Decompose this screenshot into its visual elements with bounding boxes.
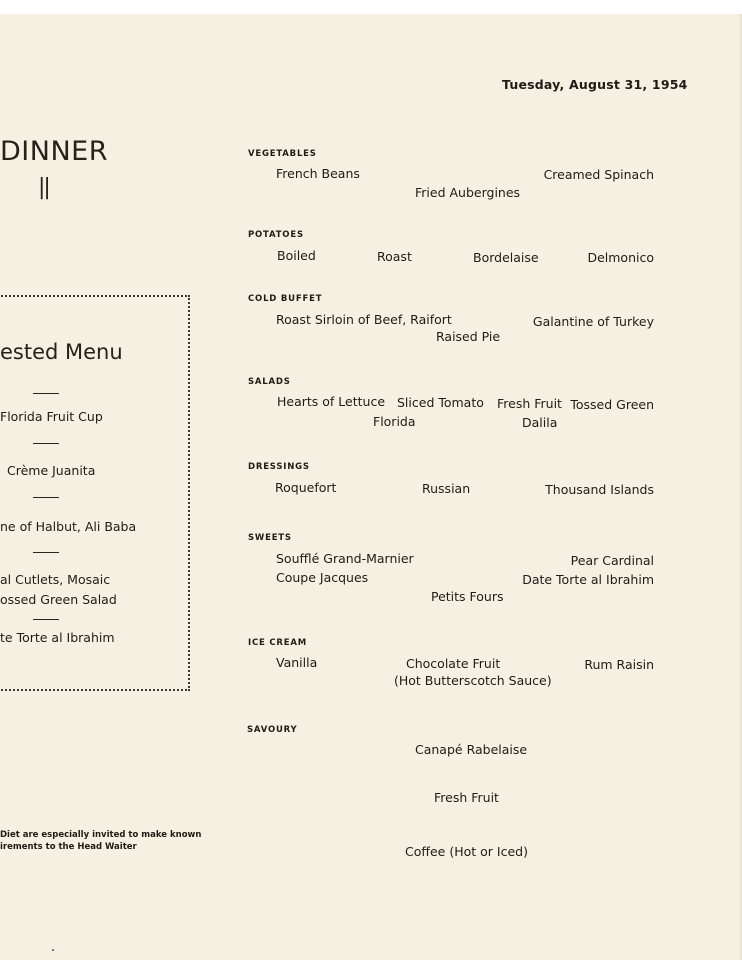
- menu-item: Vanilla: [276, 655, 318, 670]
- course-divider: [33, 552, 59, 553]
- section-title-dressings: DRESSINGS: [248, 462, 310, 472]
- dinner-title: DINNER: [0, 136, 108, 167]
- menu-item: Russian: [422, 481, 471, 496]
- menu-item: Fried Aubergines: [415, 185, 521, 200]
- course-divider: [33, 619, 59, 620]
- menu-item: Roast: [377, 249, 412, 264]
- section-title-cold-buffet: COLD BUFFET: [248, 294, 323, 304]
- menu-item: Tossed Green: [570, 397, 654, 412]
- menu-item: Fresh Fruit: [434, 790, 499, 805]
- menu-item: Raised Pie: [436, 329, 501, 344]
- suggested-course: Florida Fruit Cup: [0, 409, 103, 424]
- dietary-note-line: irements to the Head Waiter: [0, 842, 137, 852]
- menu-item: Boiled: [277, 248, 316, 263]
- menu-item: Date Torte al Ibrahim: [522, 572, 654, 587]
- menu-item: Thousand Islands: [545, 482, 654, 497]
- menu-item: Chocolate Fruit: [406, 656, 501, 671]
- suggested-course: al Cutlets, Mosaic: [0, 572, 111, 587]
- section-title-potatoes: POTATOES: [248, 230, 304, 240]
- menu-item: Petits Fours: [431, 589, 504, 604]
- menu-item: Hearts of Lettuce: [277, 394, 386, 409]
- menu-item: Creamed Spinach: [543, 167, 654, 182]
- menu-item: Roast Sirloin of Beef, Raifort: [276, 312, 452, 327]
- course-divider: [33, 393, 59, 394]
- suggested-course: Crème Juanita: [7, 463, 96, 478]
- course-divider: [33, 443, 59, 444]
- menu-item: Roquefort: [275, 480, 337, 495]
- menu-item: Florida: [373, 414, 416, 429]
- menu-item: Soufflé Grand-Marnier: [276, 551, 414, 566]
- section-title-sweets: SWEETS: [248, 533, 292, 543]
- title-ornament: ||: [38, 175, 49, 200]
- menu-item: French Beans: [276, 166, 360, 181]
- menu-item: Sliced Tomato: [397, 395, 484, 410]
- dietary-note-line: Diet are especially invited to make known: [0, 830, 202, 840]
- menu-item: Delmonico: [587, 250, 654, 265]
- menu-item: Dalila: [522, 415, 558, 430]
- menu-item: Fresh Fruit: [497, 396, 562, 411]
- menu-item: Pear Cardinal: [570, 553, 654, 568]
- section-title-salads: SALADS: [248, 377, 291, 387]
- paper-speck: [52, 949, 54, 951]
- menu-item: Canapé Rabelaise: [415, 742, 528, 757]
- menu-item: Bordelaise: [473, 250, 539, 265]
- section-title-savoury: SAVOURY: [247, 725, 298, 735]
- menu-date: Tuesday, August 31, 1954: [502, 77, 688, 92]
- menu-item: Galantine of Turkey: [532, 314, 654, 329]
- suggested-course: ne of Halbut, Ali Baba: [0, 519, 137, 534]
- menu-item: (Hot Butterscotch Sauce): [394, 673, 552, 688]
- course-divider: [33, 497, 59, 498]
- section-title-ice-cream: ICE CREAM: [248, 638, 307, 648]
- menu-item: Coupe Jacques: [276, 570, 369, 585]
- menu-item: Rum Raisin: [584, 657, 654, 672]
- suggested-menu-title: ested Menu: [0, 340, 123, 364]
- suggested-course: ossed Green Salad: [0, 592, 117, 607]
- suggested-course: te Torte al Ibrahim: [0, 630, 115, 645]
- menu-item: Coffee (Hot or Iced): [405, 844, 528, 859]
- section-title-vegetables: VEGETABLES: [248, 149, 317, 159]
